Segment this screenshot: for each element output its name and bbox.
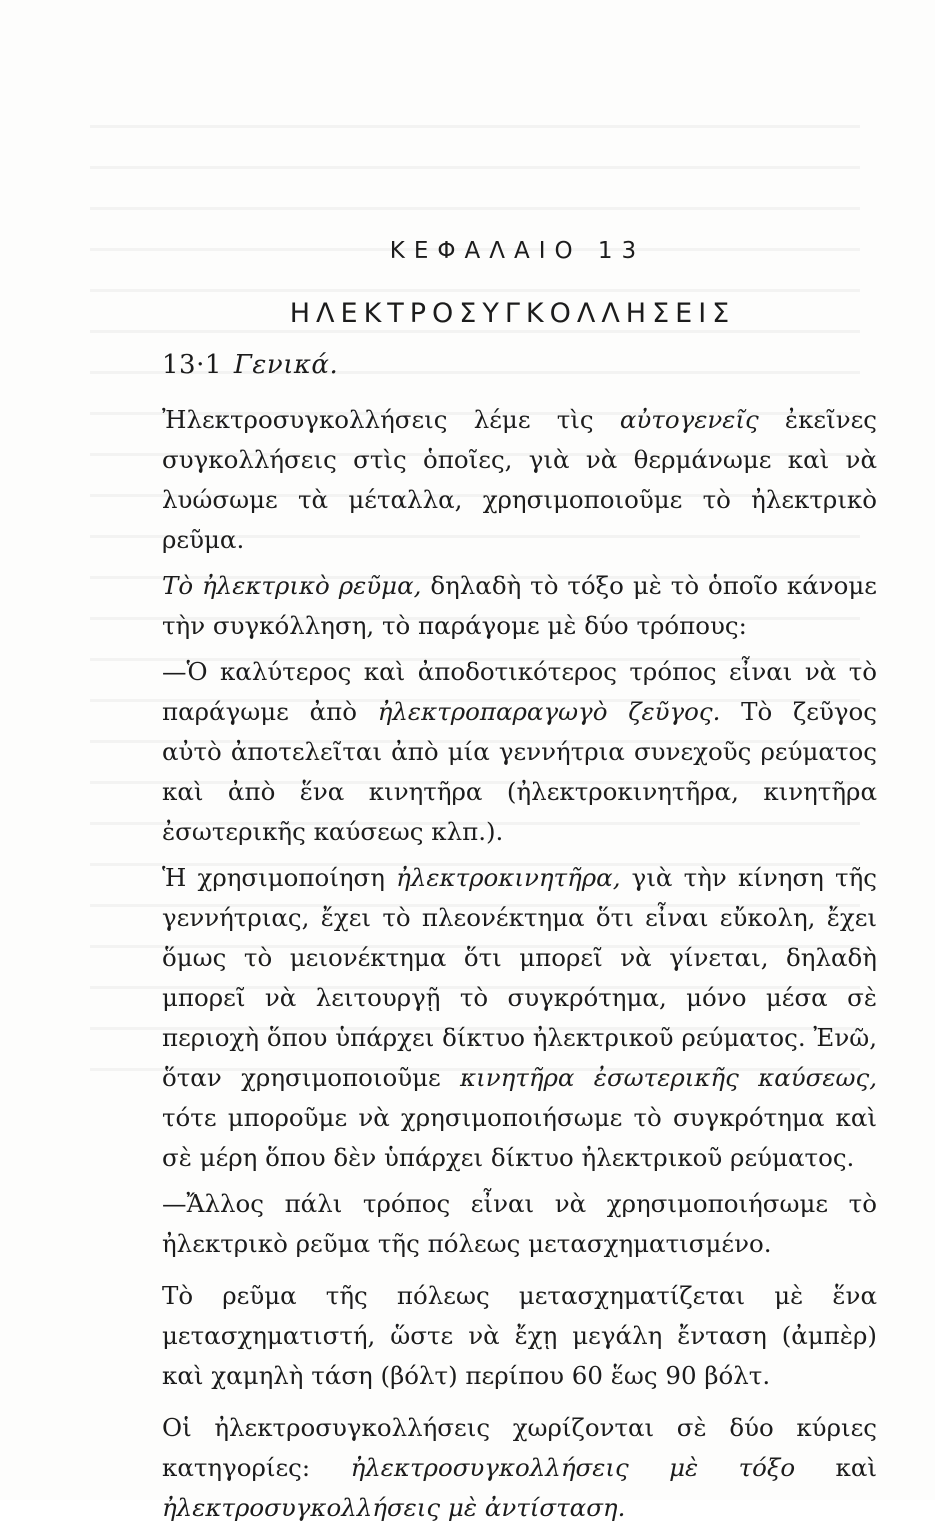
paragraph-3	[162, 652, 877, 852]
text-run: ἐκεῖνες συγκολλήσεις στὶς ὁποῖες, γιὰ νὰ θερμάνωμε καὶ νὰ λυώσωμε τὰ μέταλλα, χρησιμοποιοῦμε τὸ ἠλεκτρικὸ ρεῦμα.	[162, 405, 878, 554]
paragraph-1	[162, 400, 877, 560]
italic-term: ἠλεκτροπαραγωγὸ ζεῦγος.	[377, 697, 721, 726]
italic-term: ἠλεκτροκινητῆρα,	[396, 863, 621, 892]
section-heading	[162, 350, 338, 380]
paragraph-5	[162, 1184, 877, 1264]
italic-term: κινητῆρα ἐσωτερικῆς καύσεως,	[460, 1063, 878, 1092]
chapter-label: ΚΕΦΑΛΑΙΟ 13	[389, 238, 646, 264]
italic-term: Τὸ ἠλεκτρικὸ ρεῦμα,	[162, 571, 422, 600]
text-run: δηλαδὴ τὸ τόξο μὲ τὸ ὁποῖο κάνομε τὴν συγκόλληση, τὸ παράγομε μὲ δύο τρόπους:	[162, 571, 877, 640]
italic-term: αὐτογενεῖς	[619, 405, 759, 434]
text-run: Τὸ ρεῦμα τῆς πόλεως μετασχηματίζεται μὲ ἕνα μετασχηματιστή, ὥστε νὰ ἔχῃ μεγάλη ἔνταση (ἀμπὲρ) καὶ χαμηλὴ τάση (βόλτ) περίπου 60 ἕως 90 βόλτ.	[162, 1281, 877, 1390]
text-run: γιὰ τὴν κίνηση τῆς γεννήτριας, ἔχει τὸ πλεονέκτημα ὅτι εἶναι εὔκολη, ἔχει ὅμως τὸ μειονέκτημα ὅτι μπορεῖ νὰ γίνεται, δηλαδὴ μπορεῖ νὰ λειτουργῇ τὸ συγκρότημα, μόνο μέσα σὲ περιοχὴ ὅπου ὑπάρχει δίκτυο ἠλεκτρικοῦ ρεύματος. Ἐνῶ, ὅταν χρησιμοποιοῦμε	[162, 863, 878, 1092]
text-run: —Ἄλλος πάλι τρόπος εἶναι νὰ χρησιμοποιήσωμε τὸ ἠλεκτρικὸ ρεῦμα τῆς πόλεως μετασχηματισμένο.	[162, 1189, 877, 1258]
text-run: Ἡ χρησιμοποίηση	[162, 863, 397, 892]
body-text	[162, 400, 877, 1534]
italic-term: ἠλεκτροσυγκολλήσεις μὲ ἀντίσταση.	[162, 1493, 626, 1522]
paragraph-4	[162, 858, 877, 1178]
text-run: καὶ	[795, 1453, 877, 1482]
text-run: Ἠλεκτροσυγκολλήσεις λέμε τὶς	[162, 405, 620, 434]
paragraph-2	[162, 566, 877, 646]
paragraph-7	[162, 1408, 877, 1528]
section-title: Γενικά.	[233, 350, 339, 380]
chapter-title: ΗΛΕΚΤΡΟΣΥΓΚΟΛΛΗΣΕΙΣ	[289, 298, 736, 329]
text-run: —Ὁ καλύτερος καὶ ἀποδοτικότερος τρόπος εἶναι νὰ τὸ παράγωμε ἀπὸ	[162, 657, 877, 726]
text-run: Τὸ ζεῦγος αὐτὸ ἀποτελεῖται ἀπὸ μία γεννήτρια συνεχοῦς ρεύματος καὶ ἀπὸ ἕνα κινητῆρα (ἠλεκτροκινητῆρα, κινητῆρα ἐσωτερικῆς καύσεως κλπ.).	[162, 697, 877, 846]
text-run: Οἱ ἠλεκτροσυγκολλήσεις χωρίζονται σὲ δύο κύριες κατηγορίες:	[162, 1413, 877, 1482]
italic-term: ἠλεκτροσυγκολλήσεις μὲ τόξο	[350, 1453, 796, 1482]
text-run: τότε μποροῦμε νὰ χρησιμοποιήσωμε τὸ συγκρότημα καὶ σὲ μέρη ὅπου δὲν ὑπάρχει δίκτυο ἠλεκτρικοῦ ρεύματος.	[162, 1103, 877, 1172]
section-number: 13·1	[162, 350, 222, 380]
paragraph-6	[162, 1276, 877, 1396]
